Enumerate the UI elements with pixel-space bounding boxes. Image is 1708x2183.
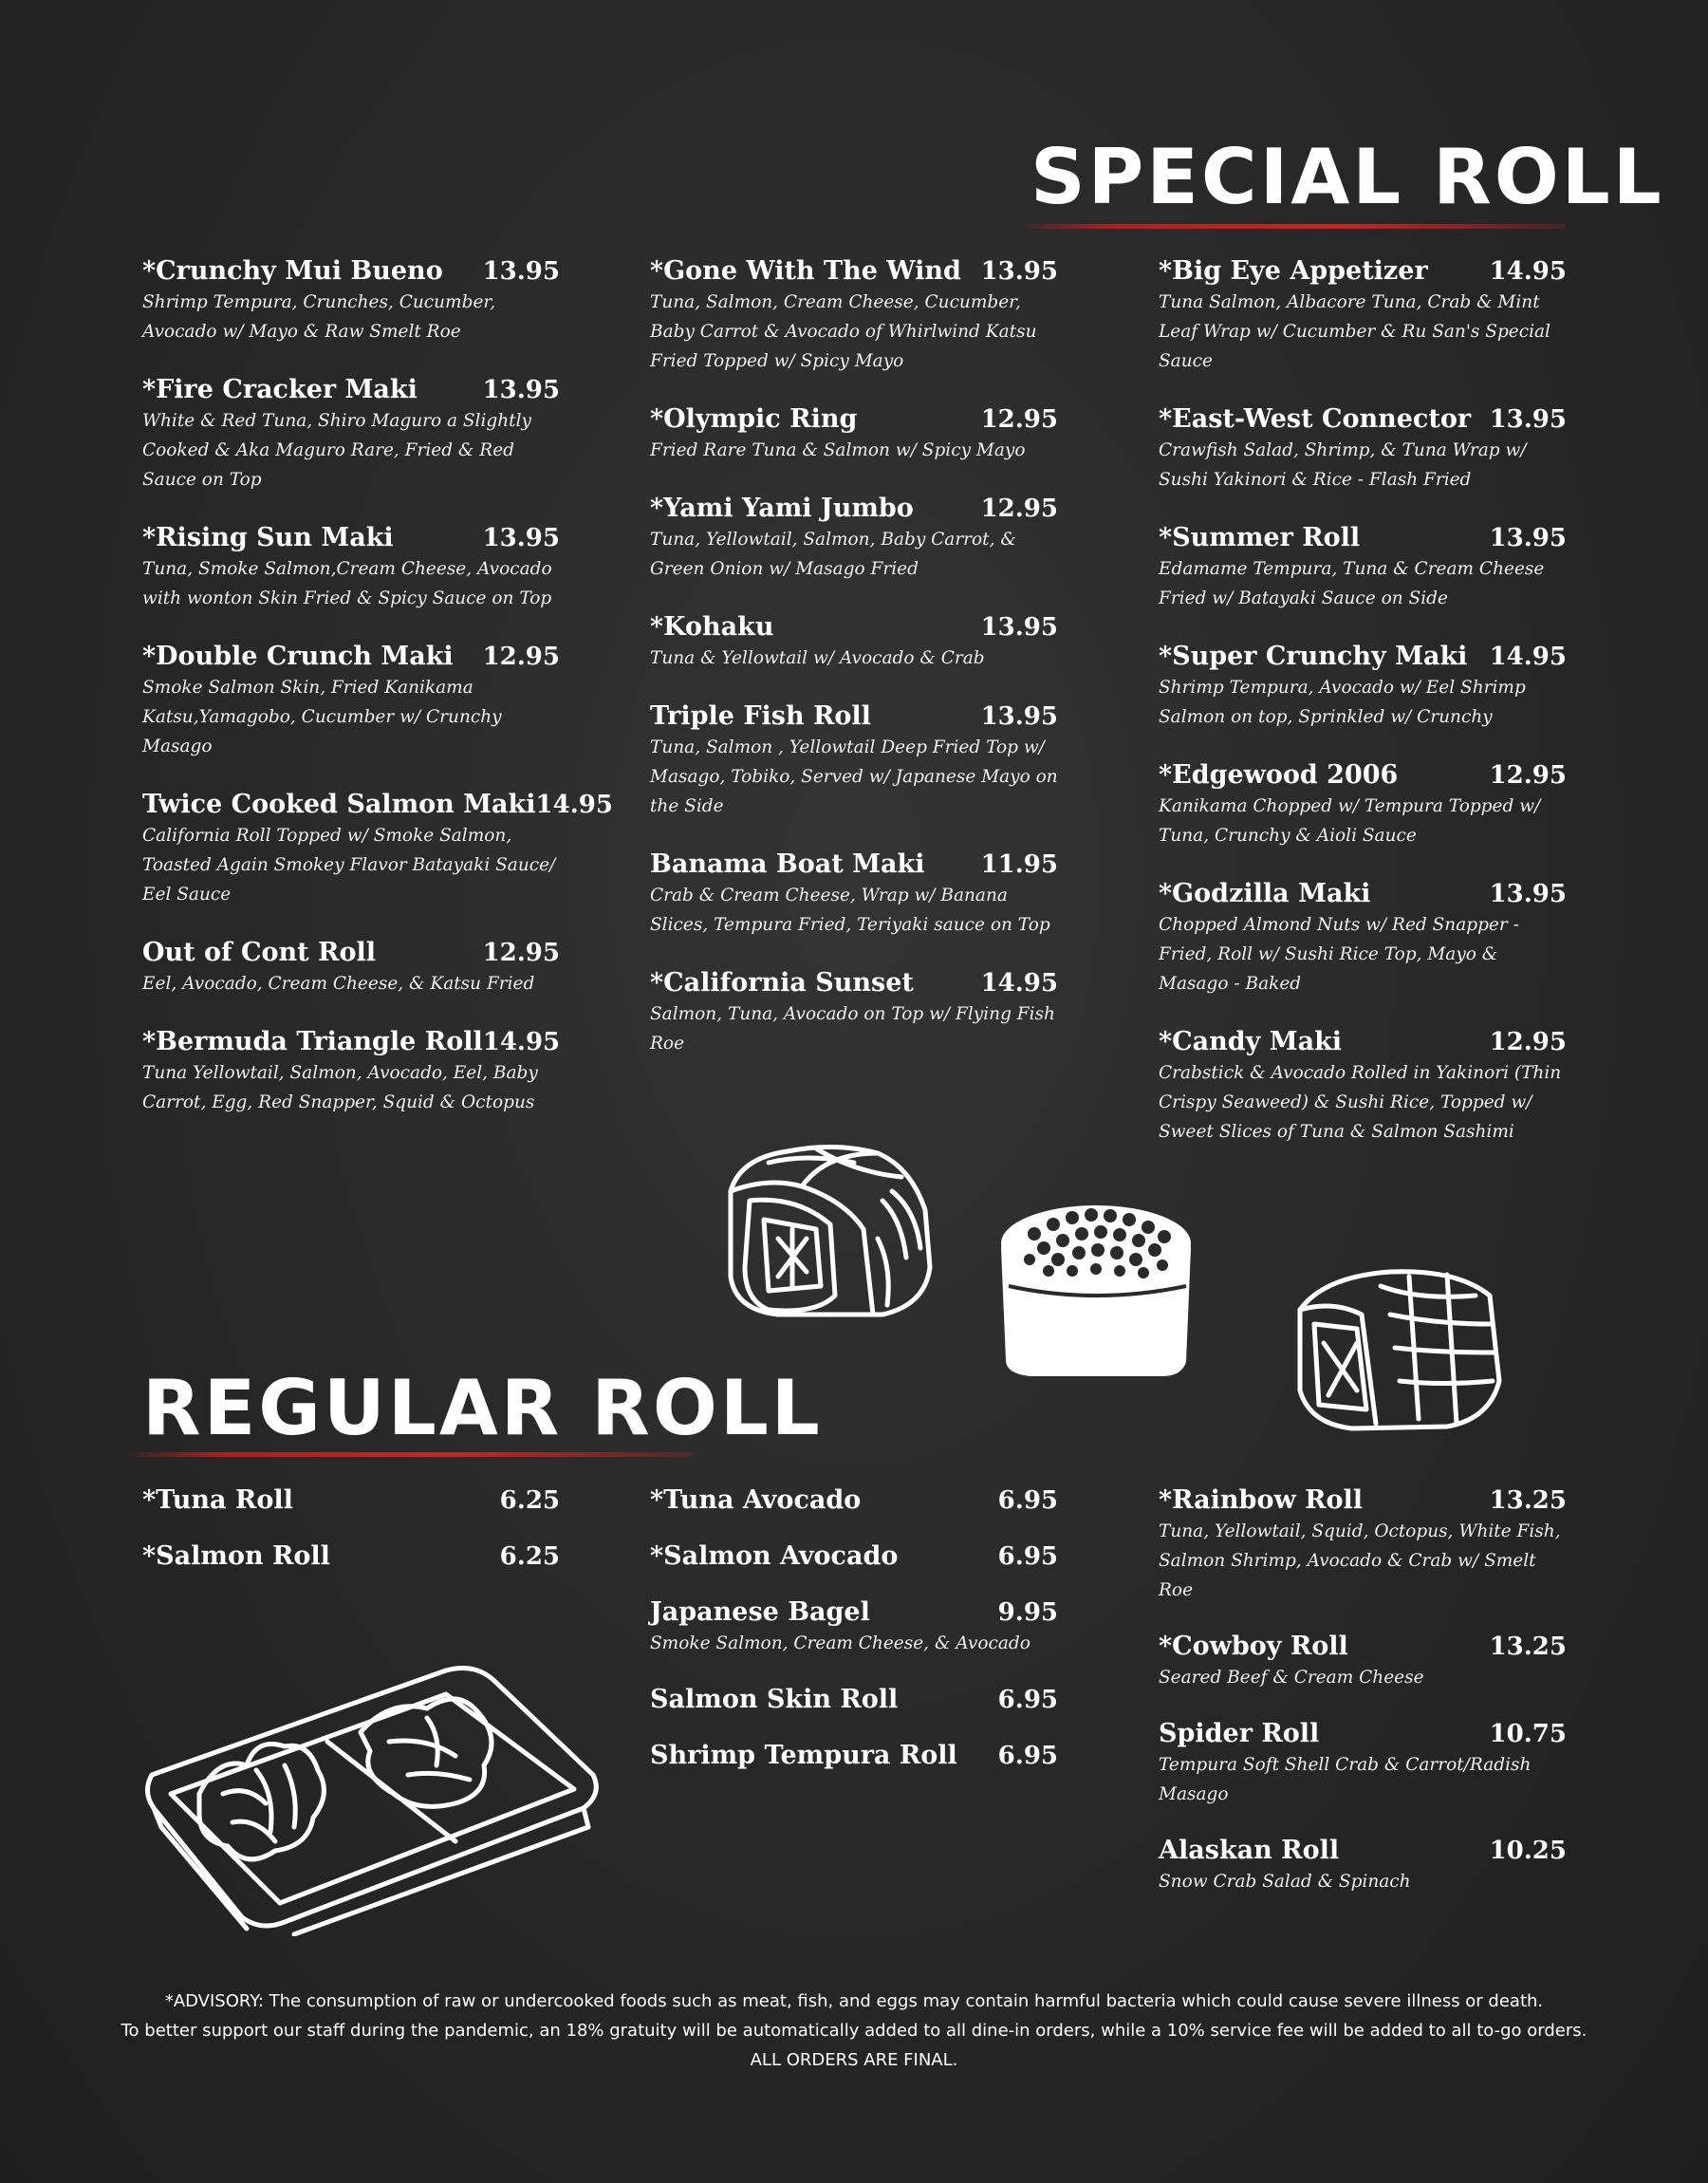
- regular-title-underline: [123, 1452, 693, 1457]
- menu-item-description: California Roll Topped w/ Smoke Salmon, Toasted Again Smokey Flavor Batayaki Sauce/ Eel Sauce: [142, 826, 556, 905]
- menu-item-header: [142, 1485, 560, 1515]
- regular-column-1: [142, 1485, 560, 1597]
- menu-item: [142, 375, 560, 494]
- menu-item: [1159, 1027, 1567, 1147]
- menu-item: [142, 938, 560, 998]
- menu-item-name: *Kohaku: [650, 612, 774, 642]
- menu-item-description: White & Red Tuna, Shiro Maguro a Slightly Cooked & Aka Maguro Rare, Fried & Red Sauce on Top: [142, 411, 531, 490]
- menu-item: [650, 612, 1058, 673]
- menu-item-price: 10.75: [1489, 1720, 1567, 1748]
- menu-item-header: [142, 938, 560, 967]
- menu-item-price: 6.95: [997, 1686, 1058, 1714]
- menu-item-description: Shrimp Tempura, Crunches, Cucumber, Avocado w/ Mayo & Raw Smelt Roe: [142, 292, 496, 342]
- menu-item-price: 6.25: [499, 1486, 560, 1515]
- menu-item-price: 13.25: [1489, 1486, 1567, 1515]
- menu-item: [650, 404, 1058, 465]
- menu-item-price: 14.95: [980, 969, 1058, 998]
- menu-item-name: *Tuna Avocado: [650, 1485, 862, 1515]
- menu-item-description: Eel, Avocado, Cream Cheese, & Katsu Fried: [142, 974, 535, 994]
- footer-advisory: [0, 1987, 1708, 2075]
- menu-item: [1159, 404, 1567, 494]
- menu-item-price: 14.95: [482, 1028, 561, 1056]
- menu-item: [1159, 760, 1567, 850]
- menu-item-price: 13.95: [980, 257, 1058, 286]
- menu-item-name: *Salmon Roll: [142, 1541, 330, 1571]
- menu-item-price: 13.95: [482, 524, 560, 552]
- menu-item: [1159, 1836, 1567, 1896]
- orders-final-text: ALL ORDERS ARE FINAL.: [750, 2050, 958, 2070]
- menu-item: [650, 849, 1058, 940]
- menu-item: [1159, 879, 1567, 998]
- menu-item-price: 13.95: [482, 376, 560, 404]
- sushi-roll-illustration-1: [712, 1134, 939, 1324]
- menu-item-price: 13.95: [1489, 880, 1567, 908]
- menu-item-header: [1159, 1836, 1567, 1865]
- menu-item-name: Salmon Skin Roll: [650, 1685, 899, 1714]
- menu-item-header: [650, 701, 1058, 731]
- menu-item-price: 12.95: [1489, 1028, 1567, 1056]
- menu-item-header: [142, 790, 613, 819]
- menu-item: [1159, 1719, 1567, 1809]
- menu-item-description: Tuna, Salmon, Cream Cheese, Cucumber, Baby Carrot & Avocado of Whirlwind Katsu Fried Topped w/ Spicy Mayo: [650, 292, 1037, 371]
- menu-item-header: [650, 1597, 1058, 1627]
- menu-item-description: Tuna, Salmon , Yellowtail Deep Fried Top w/ Masago, Tobiko, Served w/ Japanese Mayo on the Side: [650, 737, 1058, 816]
- menu-item-description: Seared Beef & Cream Cheese: [1159, 1668, 1424, 1688]
- menu-item-price: 13.95: [1489, 524, 1567, 552]
- menu-item-name: *Rainbow Roll: [1159, 1485, 1364, 1515]
- menu-item-name: *Salmon Avocado: [650, 1541, 899, 1571]
- menu-item-header: [650, 256, 1058, 286]
- menu-item-description: Tuna, Smoke Salmon,Cream Cheese, Avocado with wonton Skin Fried & Spicy Sauce on Top: [142, 559, 552, 608]
- menu-item-description: Fried Rare Tuna & Salmon w/ Spicy Mayo: [650, 440, 1026, 460]
- gratuity-text: To better support our staff during the pandemic, an 18% gratuity will be automatically added to all dine-in orders, while a 10% service fee will be added to all to-go orders.: [121, 2021, 1587, 2041]
- menu-item: [142, 790, 613, 909]
- menu-item-name: *Gone With The Wind: [650, 256, 961, 286]
- menu-item-description: Tuna Yellowtail, Salmon, Avocado, Eel, Baby Carrot, Egg, Red Snapper, Squid & Octopus: [142, 1063, 538, 1112]
- menu-item-price: 13.95: [980, 613, 1058, 642]
- menu-item-description: Edamame Tempura, Tuna & Cream Cheese Fried w/ Batayaki Sauce on Side: [1159, 559, 1545, 608]
- menu-item-price: 6.25: [499, 1542, 560, 1571]
- menu-item-description: Crawfish Salad, Shrimp, & Tuna Wrap w/ Sushi Yakinori & Rice - Flash Fried: [1159, 440, 1527, 490]
- regular-roll-title: REGULAR ROLL: [142, 1364, 823, 1452]
- menu-item: [650, 1741, 1058, 1770]
- menu-item-description: Crabstick & Avocado Rolled in Yakinori (Thin Crispy Seaweed) & Sushi Rice, Topped w/ Sweet Slices of Tuna & Salmon Sashimi: [1159, 1063, 1562, 1142]
- menu-item-name: Out of Cont Roll: [142, 938, 377, 967]
- menu-item-description: Smoke Salmon, Cream Cheese, & Avocado: [650, 1633, 1030, 1653]
- menu-item-price: 13.25: [1489, 1633, 1567, 1661]
- menu-item-price: 12.95: [980, 405, 1058, 434]
- menu-item-name: *Candy Maki: [1159, 1027, 1343, 1056]
- menu-item: [650, 1485, 1058, 1515]
- menu-item-header: [1159, 1632, 1567, 1661]
- menu-item-price: 13.95: [1489, 405, 1567, 434]
- menu-item: [1159, 523, 1567, 613]
- ginger-wasabi-plate-illustration: [142, 1651, 607, 1936]
- menu-item-name: *Crunchy Mui Bueno: [142, 256, 443, 286]
- menu-item-name: Alaskan Roll: [1159, 1836, 1340, 1865]
- menu-item-name: *Rising Sun Maki: [142, 523, 394, 552]
- menu-item: [650, 968, 1058, 1058]
- menu-item-price: 14.95: [1489, 257, 1567, 286]
- menu-item: [142, 523, 560, 613]
- menu-item-description: Smoke Salmon Skin, Fried Kanikama Katsu,Yamagobo, Cucumber w/ Crunchy Masago: [142, 678, 502, 756]
- menu-item-description: Shrimp Tempura, Avocado w/ Eel Shrimp Salmon on top, Sprinkled w/ Crunchy: [1159, 678, 1526, 727]
- menu-item-header: [142, 1027, 560, 1056]
- menu-item: [1159, 1632, 1567, 1692]
- menu-item-header: [650, 968, 1058, 998]
- menu-item-description: Tuna & Yellowtail w/ Avocado & Crab: [650, 648, 985, 668]
- menu-item: [650, 494, 1058, 584]
- menu-item-description: Salmon, Tuna, Avocado on Top w/ Flying Fish Roe: [650, 1004, 1055, 1054]
- menu-item-description: Tuna, Yellowtail, Squid, Octopus, White Fish, Salmon Shrimp, Avocado & Crab w/ Smelt Roe: [1159, 1521, 1561, 1600]
- menu-item-name: Shrimp Tempura Roll: [650, 1741, 957, 1770]
- menu-item-header: [650, 1741, 1058, 1770]
- menu-item-name: *Double Crunch Maki: [142, 642, 454, 671]
- menu-item-name: Triple Fish Roll: [650, 701, 871, 731]
- menu-item: [650, 256, 1058, 376]
- menu-item: [142, 1485, 560, 1515]
- menu-item-price: 6.95: [997, 1742, 1058, 1770]
- menu-item: [650, 1597, 1058, 1658]
- menu-item-price: 10.25: [1489, 1837, 1567, 1865]
- menu-item: [650, 1541, 1058, 1571]
- menu-item-header: [650, 1485, 1058, 1515]
- menu-item-description: Tuna, Yellowtail, Salmon, Baby Carrot, & Green Onion w/ Masago Fried: [650, 530, 1016, 579]
- menu-item-header: [1159, 1027, 1567, 1056]
- menu-item-name: *Olympic Ring: [650, 404, 858, 434]
- menu-item-price: 9.95: [997, 1598, 1058, 1627]
- menu-item-header: [650, 494, 1058, 523]
- special-title-underline: [1015, 224, 1566, 229]
- menu-item-header: [142, 642, 560, 671]
- menu-item-description: Chopped Almond Nuts w/ Red Snapper - Fried, Roll w/ Sushi Rice Top, Mayo & Masago - Baked: [1159, 915, 1519, 994]
- menu-item-header: [1159, 760, 1567, 790]
- menu-item-name: *Summer Roll: [1159, 523, 1361, 552]
- menu-item-description: Tempura Soft Shell Crab & Carrot/Radish Masago: [1159, 1755, 1532, 1804]
- menu-item-name: *Tuna Roll: [142, 1485, 293, 1515]
- menu-item-header: [142, 523, 560, 552]
- menu-item-name: *California Sunset: [650, 968, 914, 998]
- menu-item-header: [650, 404, 1058, 434]
- menu-item-header: [650, 849, 1058, 879]
- menu-item: [650, 1685, 1058, 1714]
- menu-item-name: Japanese Bagel: [650, 1597, 870, 1627]
- menu-item-header: [650, 1541, 1058, 1571]
- menu-item-price: 11.95: [980, 850, 1058, 879]
- regular-column-2: [650, 1485, 1058, 1797]
- menu-item-name: *Edgewood 2006: [1159, 760, 1399, 790]
- menu-item-price: 12.95: [482, 939, 560, 967]
- menu-item-name: *Super Crunchy Maki: [1159, 642, 1468, 671]
- menu-item-name: Spider Roll: [1159, 1719, 1320, 1748]
- menu-item-price: 6.95: [997, 1486, 1058, 1515]
- menu-item-name: *East-West Connector: [1159, 404, 1472, 434]
- menu-item-header: [142, 375, 560, 404]
- menu-item: [1159, 642, 1567, 732]
- menu-item-price: 12.95: [1489, 761, 1567, 790]
- menu-item-header: [650, 612, 1058, 642]
- menu-item-header: [650, 1685, 1058, 1714]
- menu-item-header: [142, 1541, 560, 1571]
- menu-item: [650, 701, 1058, 821]
- menu-item: [142, 642, 560, 761]
- menu-item-header: [1159, 256, 1567, 286]
- menu-item-name: *Big Eye Appetizer: [1159, 256, 1428, 286]
- menu-item-name: Banama Boat Maki: [650, 849, 925, 879]
- special-roll-title: SPECIAL ROLL: [1030, 133, 1664, 221]
- menu-item-header: [1159, 404, 1567, 434]
- menu-item-name: *Fire Cracker Maki: [142, 375, 418, 404]
- menu-item-price: 12.95: [980, 494, 1058, 523]
- menu-item-price: 13.95: [482, 257, 560, 286]
- gunkan-sushi-illustration: [992, 1191, 1200, 1381]
- menu-item: [142, 1027, 560, 1117]
- menu-item-header: [1159, 1485, 1567, 1515]
- menu-item-header: [1159, 879, 1567, 908]
- menu-item-description: Tuna Salmon, Albacore Tuna, Crab & Mint Leaf Wrap w/ Cucumber & Ru San's Special Sauce: [1159, 292, 1550, 371]
- menu-item-name: *Yami Yami Jumbo: [650, 494, 914, 523]
- advisory-text: *ADVISORY: The consumption of raw or undercooked foods such as meat, fish, and eggs may contain harmful bacteria which could cause severe illness or death.: [164, 1991, 1544, 2011]
- menu-item-header: [1159, 642, 1567, 671]
- menu-item-price: 12.95: [482, 643, 560, 671]
- special-column-3: [1159, 256, 1567, 1175]
- menu-item-name: *Bermuda Triangle Roll: [142, 1027, 483, 1056]
- menu-item-header: [1159, 523, 1567, 552]
- menu-item: [142, 256, 560, 346]
- menu-item-name: *Godzilla Maki: [1159, 879, 1371, 908]
- sushi-roll-illustration-2: [1286, 1258, 1509, 1433]
- menu-item-description: Kanikama Chopped w/ Tempura Topped w/ Tuna, Crunchy & Aioli Sauce: [1159, 796, 1541, 846]
- menu-item-price: 14.95: [535, 791, 613, 819]
- special-column-1: [142, 256, 613, 1146]
- special-column-2: [650, 256, 1058, 1087]
- menu-item-price: 13.95: [980, 702, 1058, 731]
- regular-column-3: [1159, 1485, 1567, 1923]
- menu-item-description: Crab & Cream Cheese, Wrap w/ Banana Slices, Tempura Fried, Teriyaki sauce on Top: [650, 886, 1050, 935]
- menu-item-price: 14.95: [1489, 643, 1567, 671]
- menu-item: [142, 1541, 560, 1571]
- menu-item: [1159, 1485, 1567, 1605]
- menu-item-name: Twice Cooked Salmon Maki: [142, 790, 536, 819]
- menu-item-header: [1159, 1719, 1567, 1748]
- menu-item-name: *Cowboy Roll: [1159, 1632, 1348, 1661]
- menu-item-price: 6.95: [997, 1542, 1058, 1571]
- menu-item-description: Snow Crab Salad & Spinach: [1159, 1872, 1411, 1892]
- menu-item-header: [142, 256, 560, 286]
- menu-item: [1159, 256, 1567, 376]
